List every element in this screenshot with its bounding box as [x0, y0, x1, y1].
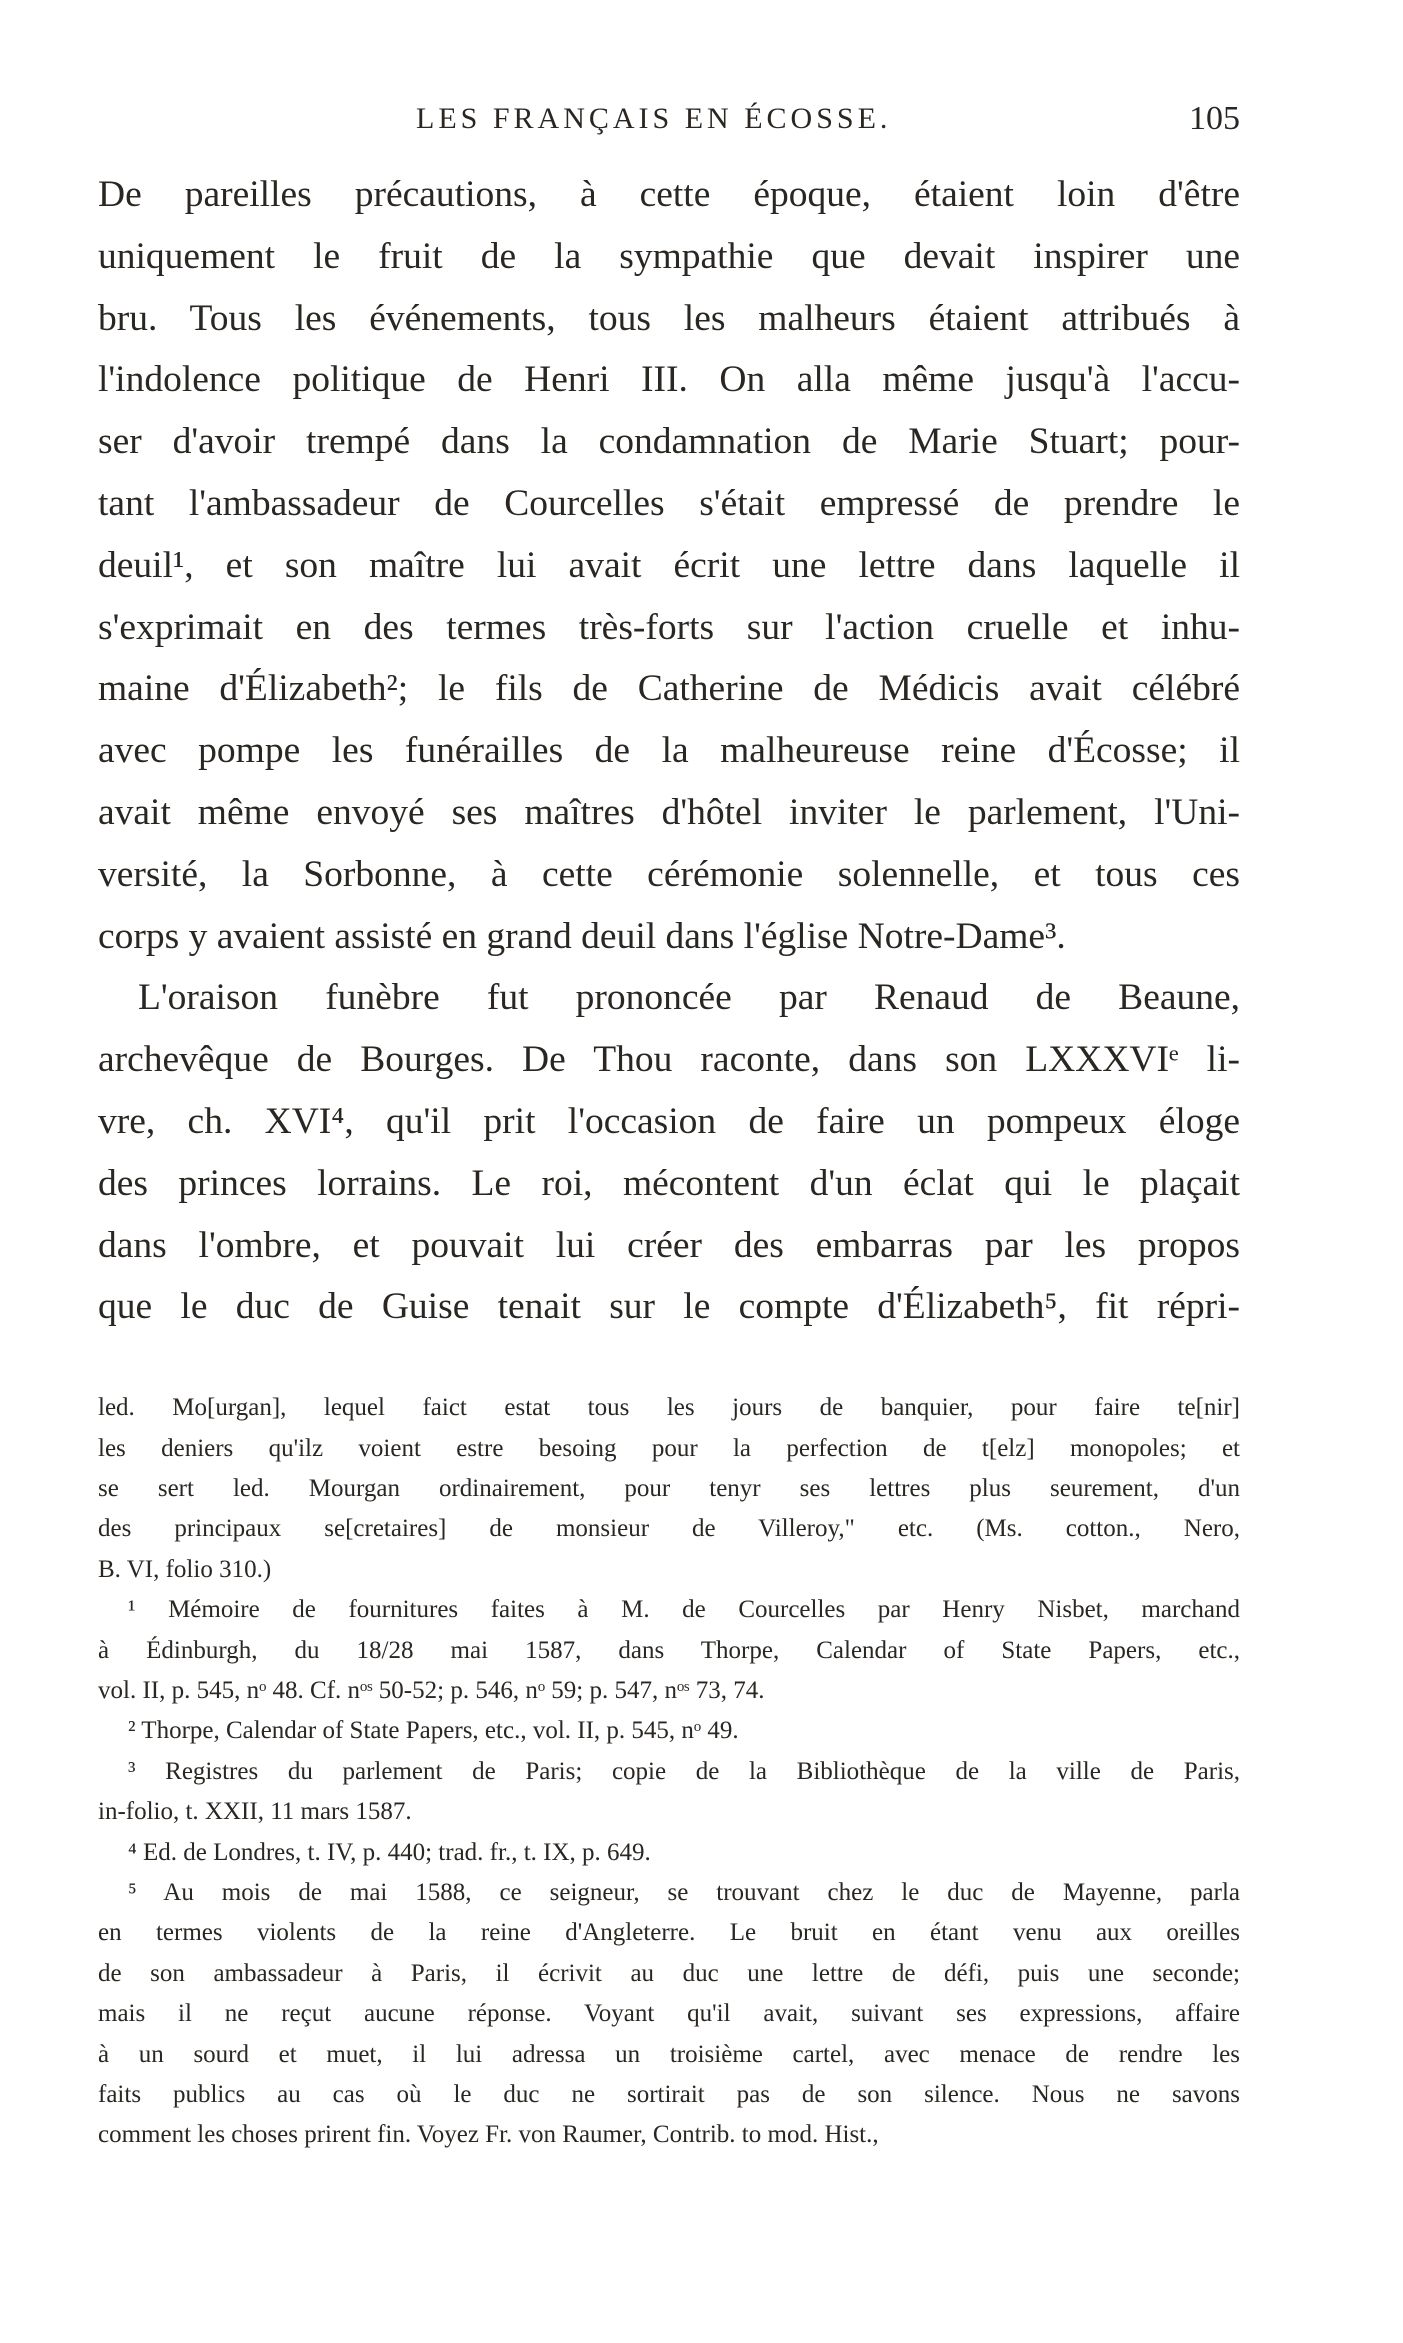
footnote-2: ² Thorpe, Calendar of State Papers, etc., vol. II, p. 545, nᵒ 49. — [128, 1717, 739, 1745]
footnote-line: à un sourd et muet, il lui adressa un troisième cartel, avec menace de rendre les — [98, 2040, 1240, 2068]
body-line: versité, la Sorbonne, à cette cérémonie solennelle, et tous ces — [98, 853, 1240, 895]
body-line: avait même envoyé ses maîtres d'hôtel inviter le parlement, l'Uni- — [98, 791, 1240, 833]
footnote-4: ⁴ Ed. de Londres, t. IV, p. 440; trad. fr., t. IX, p. 649. — [128, 1838, 651, 1866]
book-page — [98, 96, 1240, 2156]
body-line: dans l'ombre, et pouvait lui créer des embarras par les propos — [98, 1224, 1240, 1266]
footnote-line: faits publics au cas où le duc ne sortirait pas de son silence. Nous ne savons — [98, 2081, 1240, 2109]
footnote-line: led. Mo[urgan], lequel faict estat tous les jours de banquier, pour faire te[nir] — [98, 1394, 1240, 1422]
footnote-line: en termes violents de la reine d'Angleterre. Le bruit en étant venu aux oreilles — [98, 1919, 1240, 1947]
footnote-line: in-folio, t. XXII, 11 mars 1587. — [98, 1798, 412, 1826]
body-line: De pareilles précautions, à cette époque, étaient loin d'être — [98, 174, 1240, 215]
footnote-5: ⁵ Au mois de mai 1588, ce seigneur, se trouvant chez le duc de Mayenne, parla — [128, 1879, 1240, 1907]
body-line: s'exprimait en des termes très-forts sur l'action cruelle et inhu- — [98, 606, 1240, 648]
body-line: l'indolence politique de Henri III. On alla même jusqu'à l'accu- — [98, 359, 1240, 401]
body-line: avec pompe les funérailles de la malheureuse reine d'Écosse; il — [98, 730, 1240, 772]
body-line: bru. Tous les événements, tous les malheurs étaient attribués à — [98, 297, 1240, 339]
footnote-3: ³ Registres du parlement de Paris; copie de la Bibliothèque de la ville de Paris, — [128, 1757, 1240, 1785]
body-line: tant l'ambassadeur de Courcelles s'était empressé de prendre le — [98, 482, 1240, 524]
footnote-line: mais il ne reçut aucune réponse. Voyant qu'il avait, suivant ses expressions, affaire — [98, 2000, 1240, 2028]
body-line: que le duc de Guise tenait sur le compte d'Élizabeth⁵, fit répri- — [98, 1286, 1240, 1328]
body-line: des princes lorrains. Le roi, mécontent d'un éclat qui le plaçait — [98, 1162, 1240, 1204]
footnote-line: B. VI, folio 310.) — [98, 1555, 272, 1583]
footnotes — [98, 1388, 1240, 2156]
footnote-line: les deniers qu'ilz voient estre besoing pour la perfection de t[elz] monopoles; et — [98, 1434, 1240, 1462]
footnote-line: à Édinburgh, du 18/28 mai 1587, dans Thorpe, Calendar of State Papers, etc., — [98, 1636, 1240, 1664]
running-head — [98, 96, 1240, 146]
footnote-line: des principaux se[cretaires] de monsieur de Villeroy," etc. (Ms. cotton., Nero, — [98, 1515, 1240, 1543]
footnote-line: de son ambassadeur à Paris, il écrivit au duc une lettre de défi, puis une seconde; — [98, 1959, 1240, 1987]
body-text — [98, 164, 1240, 1338]
page-number: 105 — [1189, 100, 1240, 137]
body-line: deuil¹, et son maître lui avait écrit une lettre dans laquelle il — [98, 544, 1240, 586]
running-head-title: LES FRANÇAIS EN ÉCOSSE. — [416, 102, 892, 135]
body-line: corps y avaient assisté en grand deuil dans l'église Notre-Dame³. — [98, 915, 1066, 957]
footnote-1: ¹ Mémoire de fournitures faites à M. de Courcelles par Henry Nisbet, marchand — [128, 1596, 1240, 1624]
body-line: vre, ch. XVI⁴, qu'il prit l'occasion de faire un pompeux éloge — [98, 1100, 1240, 1142]
body-line: archevêque de Bourges. De Thou raconte, dans son LXXXVIᵉ li- — [98, 1039, 1240, 1081]
body-line: ser d'avoir trempé dans la condamnation de Marie Stuart; pour- — [98, 421, 1240, 463]
footnote-line: comment les choses prirent fin. Voyez Fr. von Raumer, Contrib. to mod. Hist., — [98, 2121, 879, 2149]
body-line: maine d'Élizabeth²; le fils de Catherine de Médicis avait célébré — [98, 668, 1240, 710]
body-line: uniquement le fruit de la sympathie que devait inspirer une — [98, 235, 1240, 277]
footnote-line: vol. II, p. 545, nᵒ 48. Cf. nᵒˢ 50-52; p. 546, nᵒ 59; p. 547, nᵒˢ 73, 74. — [98, 1676, 765, 1704]
body-line: L'oraison funèbre fut prononcée par Renaud de Beaune, — [138, 977, 1240, 1019]
footnote-line: se sert led. Mourgan ordinairement, pour tenyr ses lettres plus seurement, d'un — [98, 1474, 1240, 1502]
